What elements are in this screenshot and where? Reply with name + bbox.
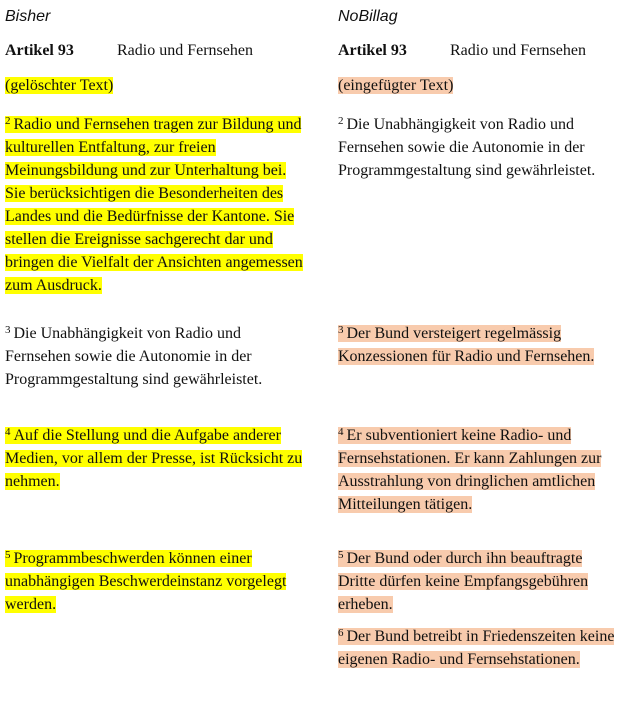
article-title: Radio und Fernsehen [117,42,253,59]
paragraph-bisher-4 [5,424,305,493]
inserted-text-note [338,77,453,95]
paragraph-number: 4 [5,426,11,438]
paragraph-text: Programmbeschwerden können einer unabhängigen Beschwerdeinstanz vorgelegt werden. [5,550,287,613]
paragraph-text: Der Bund oder durch ihn beauftragte Dritte dürfen keine Empfangsgebühren erheben. [338,550,589,613]
column-header-bisher: Bisher [5,8,51,25]
paragraph-number: 2 [5,115,11,127]
paragraph-number: 5 [5,549,11,561]
paragraph-nobillag-2 [338,113,620,182]
paragraph-text: Die Unabhängigkeit von Radio und Fernsehen sowie die Autonomie in der Programmgestaltung sind gewährleistet. [338,116,596,179]
paragraph-bisher-3 [5,322,305,391]
paragraph-number: 2 [338,115,344,127]
paragraph-nobillag-4 [338,424,620,516]
paragraph-number: 5 [338,549,344,561]
paragraph-nobillag-6 [338,625,620,671]
article-title: Radio und Fernsehen [450,42,586,59]
paragraph-number: 3 [338,324,344,336]
paragraph-text: Er subventioniert keine Radio- und Fernsehstationen. Er kann Zahlungen zur Ausstrahlung von dringlichen amtlichen Mitteilungen tätigen. [338,427,602,513]
article-heading-nobillag [338,42,586,60]
paragraph-text: Der Bund versteigert regelmässig Konzessionen für Radio und Fernsehen. [338,325,595,365]
paragraph-nobillag-5 [338,547,620,616]
paragraph-bisher-2 [5,113,305,297]
article-number: Artikel 93 [338,42,407,59]
paragraph-bisher-5 [5,547,305,616]
paragraph-number: 3 [5,324,11,336]
deleted-text-note [5,77,113,95]
paragraph-text: Die Unabhängigkeit von Radio und Fernsehen sowie die Autonomie in der Programmgestaltung sind gewährleistet. [5,325,263,388]
paragraph-text: Der Bund betreibt in Friedenszeiten keine eigenen Radio- und Fernsehstationen. [338,628,615,668]
article-heading-bisher [5,42,253,60]
deleted-text-label: (gelöschter Text) [5,77,114,94]
paragraph-nobillag-3 [338,322,620,368]
column-header-nobillag: NoBillag [338,8,398,25]
paragraph-text: Radio und Fernsehen tragen zur Bildung und kulturellen Entfaltung, zur freien Meinungsbildung und zur Unterhaltung bei. Sie berücksichtigen die Besonderheiten des Landes und die Bedürfnisse der Kantone. Sie stellen die Ereignisse sachgerecht dar und bringen die Vielfalt der Ansichten angemessen zum Ausdruck. [5,116,303,294]
paragraph-number: 4 [338,426,344,438]
paragraph-text: Auf die Stellung und die Aufgabe anderer Medien, vor allem der Presse, ist Rücksicht zu nehmen. [5,427,303,490]
inserted-text-label: (eingefügter Text) [338,77,454,94]
paragraph-number: 6 [338,627,344,639]
article-number: Artikel 93 [5,42,74,59]
